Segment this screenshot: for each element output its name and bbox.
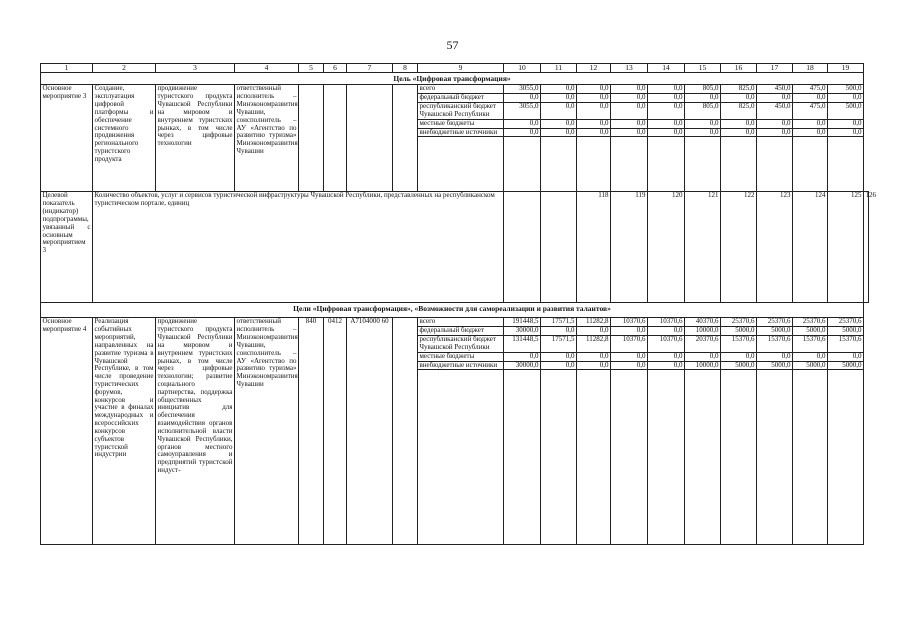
amount-cell: 15370,6 [721, 336, 757, 353]
amount-cell: 0,0 [541, 128, 577, 137]
block2-col1: Основное мероприятие 4 [41, 318, 93, 545]
amount-cell: 0,0 [648, 94, 685, 103]
empty-cell [828, 370, 864, 545]
empty-cell [418, 370, 504, 545]
funding-source: внебюджетные источники [418, 361, 504, 370]
empty-cell [828, 137, 864, 192]
indicator-value: 118 [577, 192, 611, 303]
column-number: 11 [541, 64, 577, 73]
amount-cell: 25370,6 [828, 318, 864, 327]
indicator-value: 122 [721, 192, 757, 303]
amount-cell: 191448,5 [504, 318, 541, 327]
amount-cell: 131448,5 [504, 336, 541, 353]
column-number: 12 [577, 64, 611, 73]
funding-source: республиканский бюджет Чувашской Республики [418, 103, 504, 120]
empty-cell [577, 370, 611, 545]
amount-cell: 0,0 [648, 327, 685, 336]
amount-cell: 0,0 [721, 128, 757, 137]
indicator-value: 126 [864, 192, 869, 303]
amount-cell: 17571,5 [541, 336, 577, 353]
amount-cell: 0,0 [541, 119, 577, 128]
indicator-value: 125 [828, 192, 864, 303]
program-table [40, 63, 876, 545]
amount-cell: 0,0 [721, 119, 757, 128]
empty-cell [504, 370, 541, 545]
amount-cell: 11282,8 [577, 336, 611, 353]
block2-col3: продвижение туристского продукта Чувашской Республики на мировом и внутреннем туристских рынках, в том числе через цифровые технологии; развитие социального партнерства, поддержка общественных инициатив для обеспечения взаимодействия органов исполнительной власти Чувашской Республики, органов местного самоуправления и предприятий туристской индуст- [156, 318, 235, 545]
amount-cell: 0,0 [611, 94, 648, 103]
amount-cell: 5000,0 [828, 327, 864, 336]
amount-cell: 40370,6 [685, 318, 721, 327]
amount-cell: 450,0 [757, 103, 793, 120]
amount-cell: 0,0 [793, 119, 828, 128]
amount-cell: 0,0 [721, 352, 757, 361]
amount-cell: 10370,6 [611, 336, 648, 353]
amount-cell: 0,0 [611, 85, 648, 94]
amount-cell: 0,0 [577, 119, 611, 128]
empty-cell [648, 137, 685, 192]
amount-cell: 0,0 [757, 94, 793, 103]
amount-cell: 0,0 [611, 361, 648, 370]
block2-col8 [393, 318, 418, 545]
amount-cell: 0,0 [648, 128, 685, 137]
amount-cell: 0,0 [541, 361, 577, 370]
amount-cell: 0,0 [541, 103, 577, 120]
indicator-label: Целевой показатель (индикатор) подпрограммы, увязанный с основным мероприятием 3 [41, 192, 93, 303]
amount-cell: 0,0 [685, 352, 721, 361]
amount-cell: 0,0 [828, 352, 864, 361]
empty-cell [541, 137, 577, 192]
amount-cell: 0,0 [577, 327, 611, 336]
funding-source: всего [418, 85, 504, 94]
column-number: 15 [685, 64, 721, 73]
amount-cell: 0,0 [611, 119, 648, 128]
amount-cell: 25370,6 [793, 318, 828, 327]
block2-col5: 840 [299, 318, 324, 545]
amount-cell: 10370,6 [648, 318, 685, 327]
amount-cell: 15370,6 [828, 336, 864, 353]
block1-col2: Создание, эксплуатация цифровой платформы и обеспечение системного продвижения регионального туристского продукта [93, 85, 156, 192]
amount-cell: 500,0 [828, 103, 864, 120]
block2-col4: ответственный исполнитель – Минэкономразвития Чувашии, соисполнитель – АУ «Агентство по развитию туризма» Минэкономразвития Чувашии [235, 318, 299, 545]
block1-col6 [324, 85, 347, 192]
empty-cell [721, 137, 757, 192]
amount-cell: 0,0 [757, 128, 793, 137]
block2-col7: А7104000 60 [347, 318, 393, 545]
amount-cell: 0,0 [757, 352, 793, 361]
amount-cell: 0,0 [577, 103, 611, 120]
amount-cell: 0,0 [648, 119, 685, 128]
block1-col7 [347, 85, 393, 192]
column-number: 14 [648, 64, 685, 73]
empty-cell [541, 370, 577, 545]
amount-cell: 10000,0 [685, 361, 721, 370]
amount-cell: 0,0 [721, 94, 757, 103]
amount-cell: 5000,0 [721, 327, 757, 336]
block1-col8 [393, 85, 418, 192]
column-number: 10 [504, 64, 541, 73]
block1-col4: ответственный исполнитель – Минэкономразвития Чувашии, соисполнитель – АУ «Агентство по развитию туризма» Минэкономразвития Чувашии [235, 85, 299, 192]
indicator-value: 123 [757, 192, 793, 303]
amount-cell: 0,0 [793, 352, 828, 361]
empty-cell [504, 192, 541, 303]
amount-cell: 0,0 [611, 352, 648, 361]
amount-cell: 0,0 [793, 128, 828, 137]
amount-cell: 0,0 [611, 327, 648, 336]
column-number: 2 [93, 64, 156, 73]
funding-source: местные бюджеты [418, 119, 504, 128]
indicator-value: 119 [611, 192, 648, 303]
amount-cell: 0,0 [793, 94, 828, 103]
indicator-row [41, 192, 869, 303]
block2-col6: 0412 [324, 318, 347, 545]
funding-source: внебюджетные источники [418, 128, 504, 137]
column-number: 9 [418, 64, 504, 73]
amount-cell: 0,0 [541, 85, 577, 94]
amount-cell: 0,0 [504, 94, 541, 103]
column-number: 17 [757, 64, 793, 73]
amount-cell: 0,0 [541, 94, 577, 103]
amount-cell: 3055,0 [504, 85, 541, 94]
amount-cell: 475,0 [793, 85, 828, 94]
amount-cell: 0,0 [577, 94, 611, 103]
block1-col3: продвижение туристского продукта Чувашской Республики на мировом и внутреннем туристских рынках, в том числе через цифровые технологии [156, 85, 235, 192]
empty-cell [611, 370, 648, 545]
amount-cell: 0,0 [577, 361, 611, 370]
empty-cell [793, 137, 828, 192]
amount-cell: 825,0 [721, 85, 757, 94]
block1-col5 [299, 85, 324, 192]
amount-cell: 0,0 [541, 352, 577, 361]
amount-cell: 450,0 [757, 85, 793, 94]
funding-source: федеральный бюджет [418, 327, 504, 336]
amount-cell: 10000,0 [685, 327, 721, 336]
amount-cell: 30000,0 [504, 327, 541, 336]
amount-cell: 805,0 [685, 103, 721, 120]
column-number: 8 [393, 64, 418, 73]
column-number: 6 [324, 64, 347, 73]
amount-cell: 0,0 [685, 128, 721, 137]
column-number: 19 [828, 64, 864, 73]
amount-cell: 5000,0 [757, 361, 793, 370]
amount-cell: 0,0 [828, 119, 864, 128]
funding-source: всего [418, 318, 504, 327]
empty-cell [685, 137, 721, 192]
amount-cell: 0,0 [757, 119, 793, 128]
amount-cell: 15370,6 [757, 336, 793, 353]
empty-cell [648, 370, 685, 545]
amount-cell: 25370,6 [721, 318, 757, 327]
amount-cell: 0,0 [685, 119, 721, 128]
column-number: 18 [793, 64, 828, 73]
empty-cell [577, 137, 611, 192]
indicator-text: Количество объектов, услуг и сервисов туристической инфраструктуры Чувашской Республики, представленных на республиканском туристическом портале, единиц [93, 192, 504, 303]
amount-cell: 500,0 [828, 85, 864, 94]
column-number-row [41, 64, 869, 73]
amount-cell: 5000,0 [793, 327, 828, 336]
amount-cell: 5000,0 [721, 361, 757, 370]
amount-cell: 805,0 [685, 85, 721, 94]
empty-cell [793, 370, 828, 545]
amount-cell: 0,0 [648, 361, 685, 370]
amount-cell: 825,0 [721, 103, 757, 120]
amount-cell: 5000,0 [757, 327, 793, 336]
empty-cell [418, 137, 504, 192]
amount-cell: 17571,5 [541, 318, 577, 327]
amount-cell: 0,0 [648, 103, 685, 120]
column-number: 1 [41, 64, 93, 73]
amount-cell: 0,0 [611, 103, 648, 120]
amount-cell: 0,0 [541, 327, 577, 336]
amount-cell: 475,0 [793, 103, 828, 120]
amount-cell: 0,0 [504, 128, 541, 137]
empty-cell [757, 370, 793, 545]
block2-col2: Реализация событийных мероприятий, направленных на развитие туризма в Чувашской Республике, в том числе проведение туристических форумов, конкурсов и участие в финалах международных и всероссийских конкурсов субъектов туристской индустрии [93, 318, 156, 545]
empty-cell [541, 192, 577, 303]
funding-source: республиканский бюджет Чувашской Республики [418, 336, 504, 353]
funding-source: местные бюджеты [418, 352, 504, 361]
amount-cell: 0,0 [577, 128, 611, 137]
indicator-value: 121 [685, 192, 721, 303]
amount-cell: 0,0 [504, 352, 541, 361]
amount-cell: 20370,6 [685, 336, 721, 353]
empty-cell [611, 137, 648, 192]
amount-cell: 0,0 [504, 119, 541, 128]
amount-cell: 30000,0 [504, 361, 541, 370]
block1-col1: Основное мероприятие 3 [41, 85, 93, 192]
column-number: 4 [235, 64, 299, 73]
funding-source: федеральный бюджет [418, 94, 504, 103]
column-number: 5 [299, 64, 324, 73]
indicator-value: 124 [793, 192, 828, 303]
goal-heading-1: Цель «Цифровая трансформация» [41, 73, 864, 85]
amount-cell: 10370,6 [611, 318, 648, 327]
amount-cell: 0,0 [648, 85, 685, 94]
amount-cell: 11282,8 [577, 318, 611, 327]
amount-cell: 0,0 [648, 352, 685, 361]
amount-cell: 10370,6 [648, 336, 685, 353]
empty-cell [504, 137, 541, 192]
page-number: 57 [446, 38, 459, 52]
amount-cell: 0,0 [828, 94, 864, 103]
amount-cell: 0,0 [577, 85, 611, 94]
amount-cell: 5000,0 [828, 361, 864, 370]
empty-cell [757, 137, 793, 192]
empty-cell [685, 370, 721, 545]
column-number: 13 [611, 64, 648, 73]
column-number: 7 [347, 64, 393, 73]
amount-cell: 5000,0 [793, 361, 828, 370]
amount-cell: 3055,0 [504, 103, 541, 120]
column-number: 3 [156, 64, 235, 73]
amount-cell: 25370,6 [757, 318, 793, 327]
amount-cell: 15370,6 [793, 336, 828, 353]
column-number: 16 [721, 64, 757, 73]
amount-cell: 0,0 [685, 94, 721, 103]
amount-cell: 0,0 [828, 128, 864, 137]
indicator-value: 120 [648, 192, 685, 303]
amount-cell: 0,0 [577, 352, 611, 361]
goal-heading-2: Цели «Цифровая трансформация», «Возможности для самореализации и развития талантов» [41, 303, 864, 318]
empty-cell [721, 370, 757, 545]
amount-cell: 0,0 [611, 128, 648, 137]
